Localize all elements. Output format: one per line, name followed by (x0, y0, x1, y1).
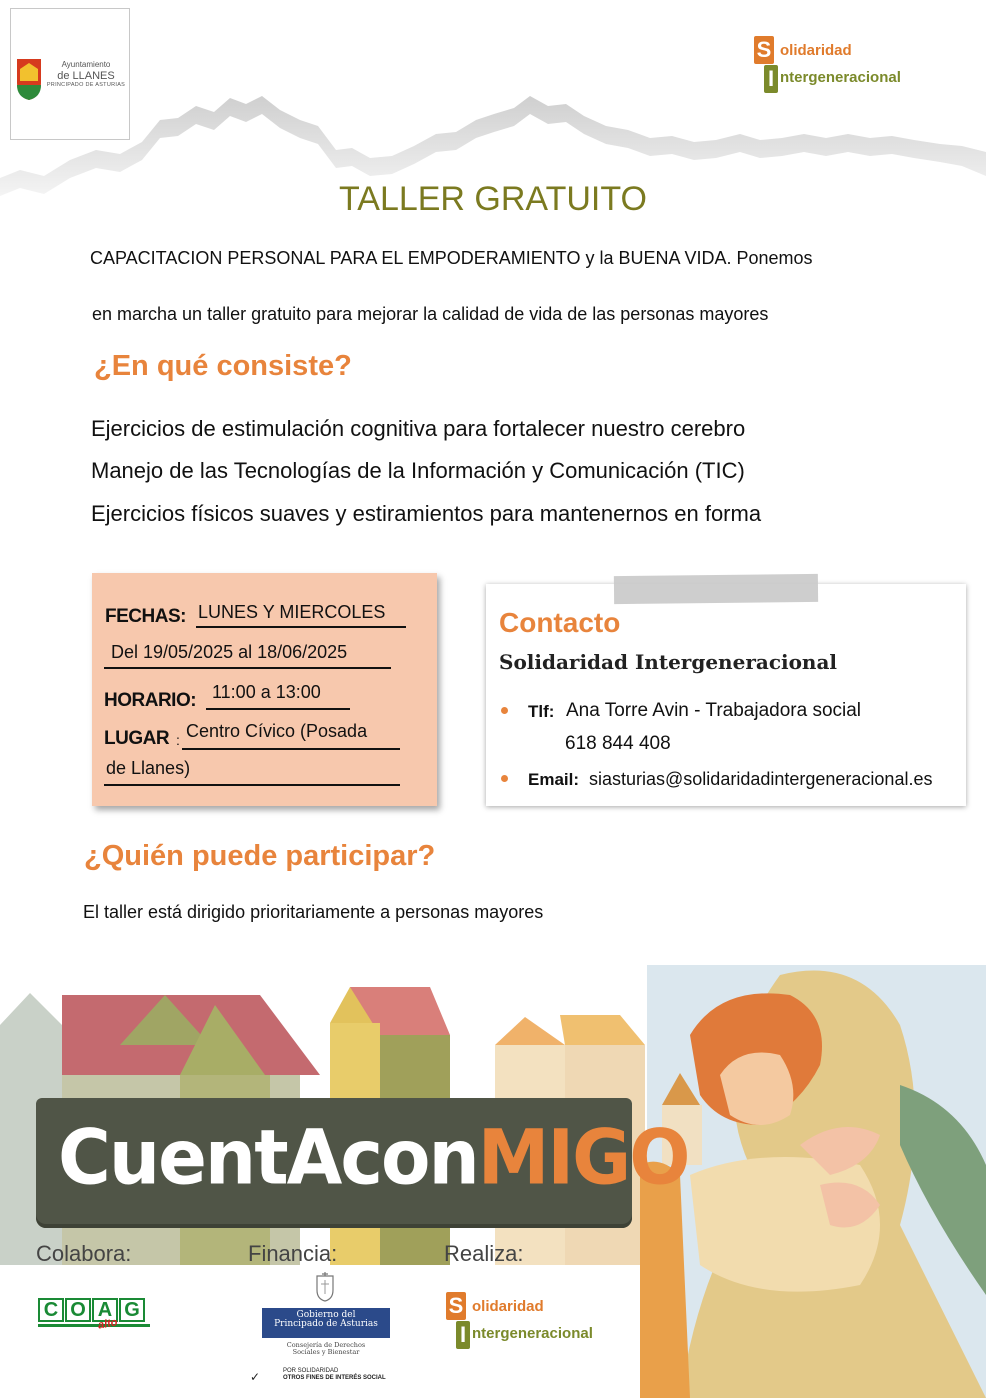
email-value[interactable]: siasturias@solidaridadintergeneracional.es (589, 769, 933, 789)
consiste-item-3: Ejercicios físicos suaves y estiramientos para mantenernos en forma (91, 501, 762, 526)
si-logo-word2: ntergeneracional (780, 69, 901, 86)
gob-bottom2: OTROS FINES DE INTERÉS SOCIAL (283, 1375, 386, 1382)
email-label: Email: (528, 770, 580, 789)
llanes-logo-line3: PRINCIPADO DE ASTURIAS (46, 81, 126, 88)
solidaridad-intergeneracional-logo-top (754, 36, 901, 94)
fechas-range: Del 19/05/2025 al 18/06/2025 (111, 642, 348, 662)
intro-line-1: CAPACITACION PERSONAL PARA EL EMPODERAMIENTO y la BUENA VIDA. Ponemos (90, 248, 813, 268)
gob-subtitle (262, 1342, 390, 1356)
horario-value: 11:00 a 13:00 (212, 682, 321, 702)
si-logo-i: I (764, 65, 778, 93)
si-logo-s: S (446, 1292, 466, 1320)
coag-letter: G (119, 1298, 145, 1322)
tlf-label: Tlf: (528, 702, 555, 721)
brand-part2: MIGO (477, 1112, 689, 1202)
horario-underline (206, 708, 350, 710)
bullet-icon (501, 775, 508, 782)
page-title: TALLER GRATUITO (339, 180, 647, 218)
range-underline (104, 667, 391, 669)
si-logo-i: I (456, 1321, 470, 1349)
tape-strip (614, 574, 818, 604)
quien-heading: ¿Quién puede participar? (84, 840, 436, 872)
fechas-value: LUNES Y MIERCOLES (198, 602, 386, 622)
lugar-underline-1 (182, 748, 400, 750)
horario-label: HORARIO: (104, 690, 197, 711)
si-logo-word2: ntergeneracional (472, 1325, 593, 1342)
coag-logo (38, 1298, 150, 1332)
solidaridad-intergeneracional-logo-bottom (446, 1292, 593, 1350)
colabora-label: Colabora: (36, 1241, 132, 1266)
llanes-shield-icon (15, 57, 43, 101)
si-logo-word1: olidaridad (780, 42, 852, 59)
llanes-logo-line1: Ayuntamiento (61, 60, 111, 69)
ayuntamiento-llanes-logo (10, 8, 130, 140)
coag-letter: O (65, 1298, 91, 1322)
gob-line2: Principado de Asturias (274, 1319, 378, 1330)
bullet-icon (501, 707, 508, 714)
consiste-item-1: Ejercicios de estimulación cognitiva para fortalecer nuestro cerebro (91, 416, 746, 441)
lugar-label: LUGAR (104, 728, 170, 749)
brand-part1: CuentAcon (58, 1112, 478, 1202)
lugar-colon: : (176, 732, 180, 748)
lugar-value-line1: Centro Cívico (Posada (186, 721, 368, 741)
lugar-value-line2: de Llanes) (106, 758, 191, 778)
gob-sub2: Sociales y Bienestar (292, 1348, 360, 1357)
gob-line1: Gobierno del (296, 1310, 356, 1320)
gobierno-asturias-logo (262, 1308, 390, 1338)
fechas-underline (196, 626, 406, 628)
gob-sub1: Consejería de Derechos (286, 1341, 366, 1349)
asturias-shield-icon (314, 1270, 336, 1302)
coag-letter: C (38, 1298, 64, 1322)
cuentaconmigo-logo (58, 1113, 688, 1201)
gob-bottom1: POR SOLIDARIDAD (283, 1368, 339, 1374)
intro-line-2: en marcha un taller gratuito para mejorar la calidad de vida de las personas mayores (92, 304, 769, 324)
fechas-label: FECHAS: (105, 606, 186, 627)
contact-org: Solidaridad Intergeneracional (499, 650, 838, 674)
si-logo-word1: olidaridad (472, 1298, 544, 1315)
lugar-underline-2 (104, 784, 400, 786)
coag-underline (38, 1324, 150, 1327)
llanes-logo-text (41, 61, 131, 88)
coag-letter: A (92, 1298, 118, 1322)
realiza-label: Realiza: (444, 1241, 524, 1266)
llanes-logo-line2: de LLANES (57, 69, 115, 82)
coag-tag: alto (97, 1316, 119, 1332)
quien-text: El taller está dirigido prioritariamente a personas mayores (83, 902, 544, 922)
check-icon: ✓ (250, 1370, 261, 1384)
contact-title: Contacto (499, 607, 621, 638)
gob-bottom (250, 1368, 390, 1382)
tlf-name: Ana Torre Avin - Trabajadora social (566, 700, 862, 721)
consiste-heading: ¿En qué consiste? (94, 350, 352, 382)
si-logo-s: S (754, 36, 774, 64)
financia-label: Financia: (248, 1241, 338, 1266)
tlf-number: 618 844 408 (565, 733, 671, 754)
consiste-item-2: Manejo de las Tecnologías de la Información y Comunicación (TIC) (91, 458, 745, 483)
